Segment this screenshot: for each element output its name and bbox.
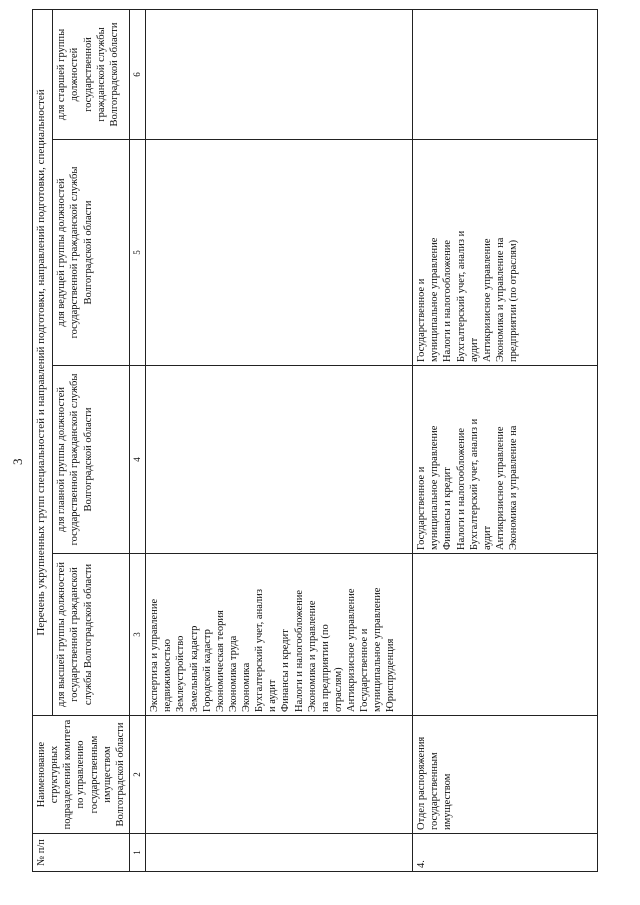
page-number: 3 bbox=[10, 458, 25, 465]
header-group-senior: для старшей группы должностей государственной гражданской службы Волгоградской области bbox=[53, 10, 130, 140]
cell-line: отраслям) bbox=[332, 667, 344, 712]
cell-line: Финансы и кредит bbox=[442, 467, 454, 550]
specialties-table bbox=[32, 9, 598, 872]
header-group-highest: для высшей группы должностей государственной гражданской службы Волгоградской области bbox=[53, 554, 130, 716]
cell-line: аудит bbox=[481, 525, 493, 550]
cell-line: Экономическая теория bbox=[214, 610, 226, 712]
header-unit: Наименование структурных подразделений комитета по управлению государственным имуществом Волгоградской области bbox=[33, 716, 130, 834]
header-group-main: для главной группы должностей государственной гражданской службы Волгоградской области bbox=[53, 366, 130, 554]
table-row bbox=[146, 10, 413, 872]
column-number: 4 bbox=[129, 366, 145, 554]
column-number: 3 bbox=[129, 554, 145, 716]
cell-line: Финансы и кредит bbox=[280, 629, 292, 712]
cell-line: недвижимостью bbox=[162, 639, 174, 712]
cell-line: и аудит bbox=[267, 679, 279, 712]
cell-line: Государственное и bbox=[416, 278, 428, 362]
cell-line: Антикризисное управление bbox=[346, 588, 357, 712]
row-unit: Отдел распоряжения государственным имуществом bbox=[413, 716, 598, 834]
cell-line: Юриспруденция bbox=[385, 638, 397, 712]
header-num: № п/п bbox=[33, 834, 130, 872]
row-col4 bbox=[146, 366, 413, 554]
row-col3 bbox=[146, 554, 413, 716]
column-number: 5 bbox=[129, 140, 145, 366]
row-col4 bbox=[413, 366, 598, 554]
cell-line: Землеустройство bbox=[175, 635, 187, 712]
cell-line: Бухгалтерский учет, анализ и bbox=[468, 418, 480, 550]
cell-line: Антикризисное управление bbox=[481, 238, 493, 362]
cell-line: на предприятии (по bbox=[319, 624, 331, 712]
table-row bbox=[413, 10, 598, 872]
cell-line: Городской кадастр bbox=[201, 629, 213, 712]
cell-line: муниципальное управление bbox=[429, 237, 441, 362]
column-number: 1 bbox=[129, 834, 145, 872]
cell-line: Экономика труда bbox=[227, 635, 239, 712]
row-col6 bbox=[146, 10, 413, 140]
cell-line: Экономика и управление на bbox=[494, 237, 506, 362]
row-col5 bbox=[413, 140, 598, 366]
column-number-row bbox=[129, 10, 145, 872]
column-number: 6 bbox=[129, 10, 145, 140]
cell-line: Государственное и bbox=[359, 628, 371, 712]
cell-line: Налоги и налогообложение bbox=[293, 589, 305, 712]
cell-line: Бухгалтерский учет, анализ и bbox=[455, 230, 467, 362]
cell-line: Налоги и налогообложение bbox=[455, 427, 467, 550]
cell-line: предприятии (по отраслям) bbox=[508, 239, 519, 362]
row-col5 bbox=[146, 140, 413, 366]
cell-line: Налоги и налогообложение bbox=[442, 239, 454, 362]
header-main: Перечень укрупненных групп специальностей и направлений подготовки, направлений подготовки, специальностей bbox=[33, 10, 53, 716]
header-group-leading: для ведущей группы должностей государственной гражданской службы Волгоградской области bbox=[53, 140, 130, 366]
cell-line: муниципальное управление bbox=[372, 587, 384, 712]
row-unit bbox=[146, 716, 413, 834]
row-num bbox=[146, 834, 413, 872]
cell-line: Экономика bbox=[241, 662, 252, 712]
cell-line: Экономика и управление bbox=[306, 600, 318, 712]
cell-line: Государственное и bbox=[416, 466, 428, 550]
row-col6 bbox=[413, 10, 598, 140]
cell-line: Земельный кадастр bbox=[188, 625, 200, 712]
row-col3 bbox=[413, 554, 598, 716]
column-number: 2 bbox=[129, 716, 145, 834]
cell-line: Антикризисное управление bbox=[494, 426, 506, 550]
cell-line: аудит bbox=[468, 337, 480, 362]
row-num: 4. bbox=[413, 834, 598, 872]
cell-line: Бухгалтерский учет, анализ bbox=[254, 589, 266, 712]
cell-line: Экономика и управление на bbox=[508, 425, 519, 550]
cell-line: Экспертиза и управление bbox=[149, 598, 161, 712]
header-row-main bbox=[33, 10, 53, 872]
cell-line: муниципальное управление bbox=[429, 425, 441, 550]
